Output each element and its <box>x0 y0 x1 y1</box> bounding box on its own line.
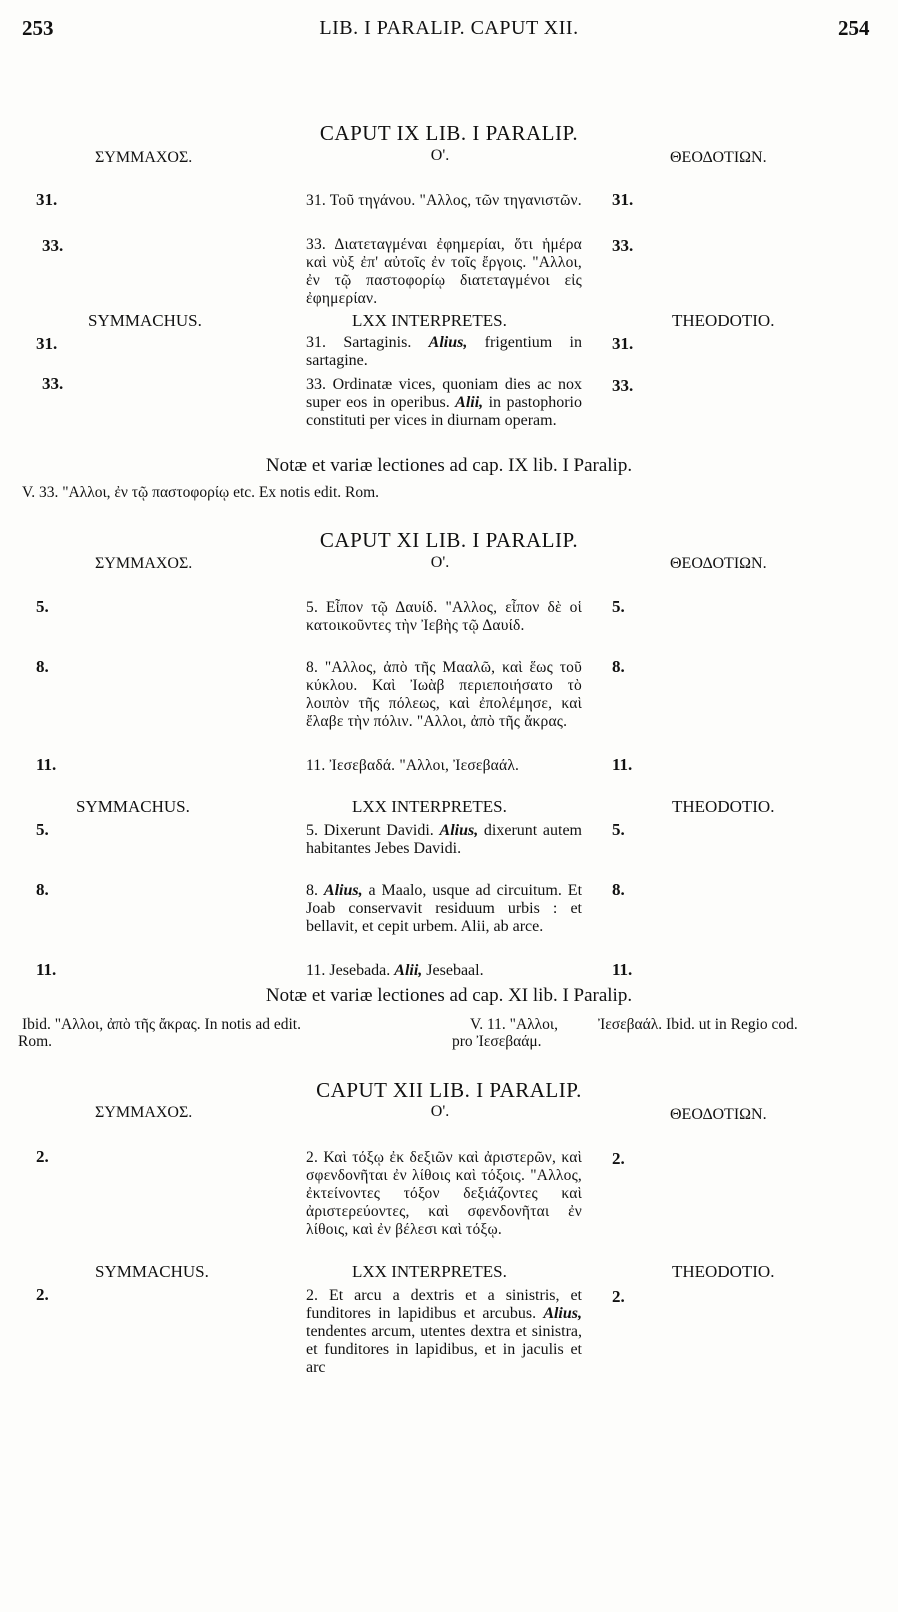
verse-number: 5. <box>36 597 49 616</box>
verse-number: 11. <box>36 755 57 774</box>
alii-italic: Alii, <box>394 962 423 979</box>
column-head-symmachus-greek: ΣΥΜΜΑΧΟΣ. <box>95 149 193 166</box>
alius-italic: Alius, <box>543 1305 582 1322</box>
verse-text-greek: 8. "Αλλος, ἀπὸ τῆς Μααλῶ, καὶ ἕως τοῦ κύκλου. Καὶ Ἰωὰβ περιεποιήσατο τὸ λοιπὸν τῆς πόλεως, καὶ ἐπολέμησε, καὶ ἔλαβε τὴν πόλιν. "Αλλοι, ἀπὸ τῆς ἄκρας. <box>306 659 582 730</box>
page-number-right: 254 <box>838 16 870 40</box>
column-head-theodotion-latin: THEODOTIO. <box>672 797 775 816</box>
column-head-symmachus-greek: ΣΥΜΜΑΧΟΣ. <box>95 1104 193 1121</box>
verse-text-latin <box>306 376 582 430</box>
verse-number: 5. <box>612 597 625 616</box>
verse-text-part: 11. Jesebada. <box>306 962 395 979</box>
verse-number: 2. <box>36 1285 49 1304</box>
column-head-lxx-latin: LXX INTERPRETES. <box>352 797 507 816</box>
verse-text-greek: 2. Καὶ τόξῳ ἐκ δεξιῶν καὶ ἀριστερῶν, καὶ σφενδονῆται ἐν λίθοις καὶ τόξοις. "Αλλος, ἐκτείνοντες τόξον δεξιάζοντες καὶ ἀριστερεύοντες, καὶ σφενδονῆται ἐν λίθοις, καὶ ἐν βέλεσι καὶ τόξῳ. <box>306 1149 582 1238</box>
column-head-theodotion-latin: THEODOTIO. <box>672 1262 775 1281</box>
verse-text-part: 33. Ordinatæ vices, quoniam dies ac nox super eos in operibus. <box>306 376 582 411</box>
column-head-theodotion-greek: ΘΕΟΔΟΤΙΩΝ. <box>670 1106 767 1123</box>
verse-number: 11. <box>612 755 633 774</box>
note-line: Rom. <box>18 1033 53 1050</box>
alius-italic: Alius, <box>439 822 479 839</box>
notae-heading: Notæ et variæ lectiones ad cap. XI lib. I Paralip. <box>265 985 633 1006</box>
verse-number: 8. <box>36 657 49 676</box>
verse-number: 31. <box>36 190 58 209</box>
page-number-left: 253 <box>22 16 54 40</box>
verse-text-part: in pastophorio constituti per vices in diurnam operam. <box>306 394 582 429</box>
verse-number: 33. <box>42 236 64 255</box>
caput-title: CAPUT XII LIB. I PARALIP. <box>316 1078 582 1102</box>
verse-number: 31. <box>612 190 634 209</box>
verse-text-greek: 5. Εἶπον τῷ Δαυίδ. "Αλλος, εἶπον δὲ οἱ κατοικοῦντες τὴν Ἰεβὴς τῷ Δαυίδ. <box>306 599 582 634</box>
verse-number: 2. <box>612 1149 625 1168</box>
verse-number: 8. <box>612 880 625 899</box>
note-line: V. 33. "Αλλοι, ἐν τῷ παστοφορίῳ etc. Ex notis edit. Rom. <box>22 484 380 501</box>
verse-number: 8. <box>36 880 49 899</box>
caput-title: CAPUT XI LIB. I PARALIP. <box>319 528 579 552</box>
verse-text-part: tendentes arcum, utentes dextra et sinistra, et funditores in lapidibus, et in jaculis et arc <box>306 1323 582 1376</box>
verse-number: 5. <box>36 820 49 839</box>
verse-text-greek: 33. Διατεταγμέναι ἐφημερίαι, ὅτι ἡμέρα καὶ νὺξ ἐπ' αὐτοῖς ἐν τοῖς ἔργοις. "Αλλοι, ἐν τῷ παστοφορίῳ διατεταγμένοι εἰς ἐφημερίαν. <box>306 236 582 307</box>
column-head-lxx-latin: LXX INTERPRETES. <box>352 311 507 330</box>
verse-text-part: Jesebaal. <box>422 962 484 979</box>
column-head-lxx-latin: LXX INTERPRETES. <box>352 1262 507 1281</box>
verse-number: 31. <box>36 334 58 353</box>
column-head-theodotion-greek: ΘΕΟΔΟΤΙΩΝ. <box>670 555 767 572</box>
verse-number: 11. <box>612 960 633 979</box>
verse-number: 2. <box>612 1287 625 1306</box>
column-head-symmachus-latin: SYMMACHUS. <box>95 1262 209 1281</box>
verse-number: 8. <box>612 657 625 676</box>
column-head-symmachus-latin: SYMMACHUS. <box>76 797 190 816</box>
verse-text-part: 2. Et arcu a dextris et a sinistris, et funditores in lapidibus et arcubus. <box>306 1287 582 1322</box>
verse-text-part: dixerunt autem habitantes Jebes Davidi. <box>306 822 583 857</box>
verse-number: 31. <box>612 334 634 353</box>
note-line: Ἰεσεβαάλ. Ibid. ut in Regio cod. <box>598 1016 798 1033</box>
verse-number: 5. <box>612 820 625 839</box>
notae-heading: Notæ et variæ lectiones ad cap. IX lib. I Paralip. <box>265 455 633 476</box>
verse-text-latin <box>306 822 582 858</box>
note-line: pro Ἰεσεβαάμ. <box>452 1033 542 1050</box>
verse-text-part: 5. Dixerunt Davidi. <box>306 822 440 839</box>
verse-number: 33. <box>612 236 634 255</box>
column-head-theodotion-latin: THEODOTIO. <box>672 311 775 330</box>
column-head-lxx-greek: Ο'. <box>430 147 450 164</box>
note-line: Ibid. "Αλλοι, ἀπὸ τῆς ἄκρας. In notis ad edit. <box>22 1016 301 1033</box>
verse-text-part: a Maalo, usque ad circuitum. Et Joab conservavit residuum urbis : et bellavit, et cepit urbem. Alii, ab arce. <box>306 882 583 935</box>
verse-number: 2. <box>36 1147 49 1166</box>
column-head-lxx-greek: Ο'. <box>430 554 450 571</box>
running-title: LIB. I PARALIP. CAPUT XII. <box>319 17 579 39</box>
alius-italic: Alius, <box>323 882 363 899</box>
column-head-theodotion-greek: ΘΕΟΔΟΤΙΩΝ. <box>670 149 767 166</box>
alii-italic: Alii, <box>455 394 484 411</box>
verse-text-latin <box>306 334 582 370</box>
verse-text-latin <box>306 962 582 980</box>
verse-text-part: 31. Sartaginis. <box>306 334 429 351</box>
verse-number: 33. <box>42 374 64 393</box>
column-head-symmachus-greek: ΣΥΜΜΑΧΟΣ. <box>95 555 193 572</box>
verse-number: 11. <box>36 960 57 979</box>
column-head-lxx-greek: Ο'. <box>430 1103 450 1120</box>
note-line: V. 11. "Αλλοι, <box>470 1016 558 1033</box>
verse-text-part: frigentium in sartagine. <box>306 334 582 369</box>
verse-text-latin <box>306 882 582 936</box>
alius-italic: Alius, <box>428 334 468 351</box>
verse-number: 33. <box>612 376 634 395</box>
verse-text-greek: 31. Τοῦ τηγάνου. "Αλλος, τῶν τηγανιστῶν. <box>306 192 582 209</box>
verse-text-part: 8. <box>306 882 324 899</box>
verse-text-greek: 11. Ἰεσεβαδά. "Αλλοι, Ἰεσεβαάλ. <box>306 757 520 774</box>
verse-text-latin <box>306 1287 582 1377</box>
caput-title: CAPUT IX LIB. I PARALIP. <box>319 121 579 145</box>
column-head-symmachus-latin: SYMMACHUS. <box>88 311 202 330</box>
